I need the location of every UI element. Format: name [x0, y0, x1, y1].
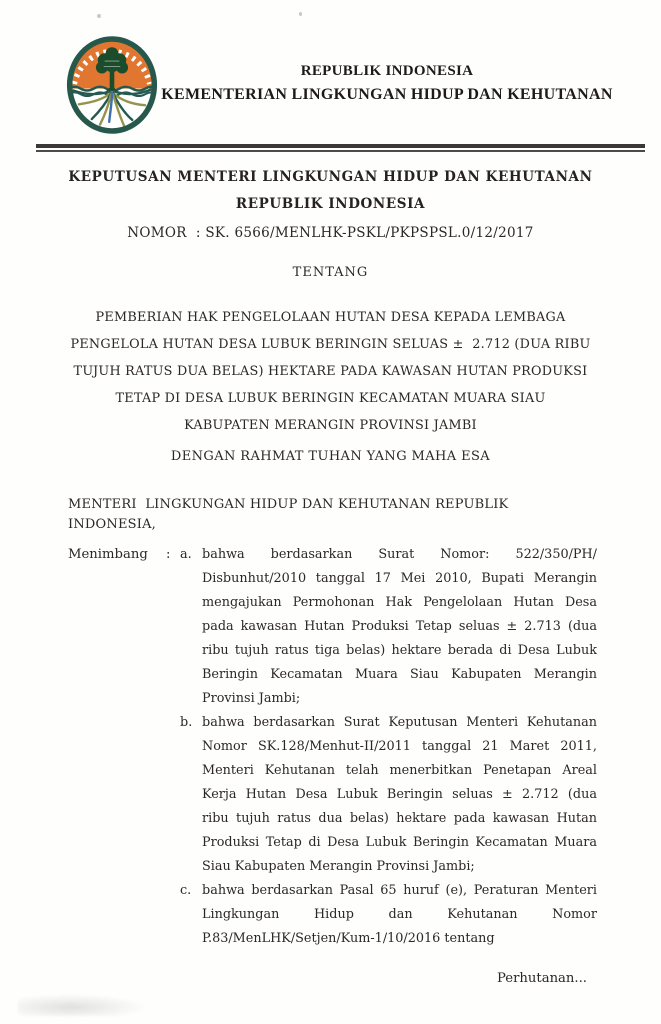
catchword: Perhutanan...	[497, 971, 587, 986]
klhk-ministry-logo	[66, 36, 158, 134]
subject-line: TUJUH RATUS DUA BELAS) HEKTARE PADA KAWASAN HUTAN PRODUKSI	[73, 364, 588, 379]
item-text-line: Disbunhut/2010 tanggal 17 Mei 2010, Bupati Merangin	[202, 571, 597, 586]
authority-line: MENTERI LINGKUNGAN HIDUP DAN KEHUTANAN REPUBLIK INDONESIA,	[68, 497, 513, 532]
item-text-line: Nomor SK.128/Menhut-II/2011 tanggal 21 Maret 2011,	[202, 739, 597, 754]
item-marker: a.	[180, 547, 192, 562]
subject-line: TETAP DI DESA LUBUK BERINGIN KECAMATAN MUARA SIAU	[115, 391, 546, 406]
item-text-line: Provinsi Jambi;	[202, 691, 301, 706]
consideration-item-b	[180, 711, 597, 879]
decree-about-label: TENTANG	[292, 265, 369, 280]
letterhead-country-line: REPUBLIK INDONESIA	[300, 63, 474, 79]
scan-smudge	[18, 994, 148, 1016]
consideration-item-c	[180, 879, 597, 951]
item-text-line: ribu tujuh ratus tiga belas) hektare berada di Desa Lubuk	[202, 643, 597, 658]
decree-subject	[60, 304, 601, 439]
item-text-line: Menteri Kehutanan telah menerbitkan Penetapan Areal	[202, 763, 597, 778]
considerations-colon: :	[166, 547, 171, 562]
letterhead-divider	[36, 144, 645, 152]
item-text-line: Kerja Hutan Desa Lubuk Beringin seluas ± 2.712 (dua	[202, 787, 597, 802]
item-text-line: bahwa berdasarkan Surat Keputusan Menteri Kehutanan	[202, 715, 597, 730]
item-text-line: Lingkungan Hidup dan Kehutanan Nomor	[202, 907, 597, 922]
decree-title-block	[66, 164, 595, 285]
decree-title-line2: REPUBLIK INDONESIA	[235, 196, 426, 212]
scan-speck	[187, 420, 190, 423]
item-text-line: Siau Kabupaten Merangin Provinsi Jambi;	[202, 859, 475, 874]
decree-title-line1: KEPUTUSAN MENTERI LINGKUNGAN HIDUP DAN KEHUTANAN	[68, 169, 593, 185]
divider-thick-rule	[36, 144, 645, 148]
letterhead	[150, 60, 624, 107]
item-text-line: Produksi Tetap di Desa Lubuk Beringin Kecamatan Muara	[202, 835, 597, 850]
considerations-label: Menimbang	[68, 547, 148, 562]
invocation-line: DENGAN RAHMAT TUHAN YANG MAHA ESA	[170, 449, 491, 464]
item-text-line: mengajukan Permohonan Hak Pengelolaan Hutan Desa	[202, 595, 597, 610]
considerations-list	[180, 543, 597, 951]
scan-speck	[299, 12, 302, 16]
subject-line: KABUPATEN MERANGIN PROVINSI JAMBI	[184, 418, 477, 433]
subject-line: PENGELOLA HUTAN DESA LUBUK BERINGIN SELUAS ± 2.712 (DUA RIBU	[70, 337, 591, 352]
consideration-item-a	[180, 543, 597, 711]
item-marker: c.	[180, 883, 192, 898]
item-text-line: Beringin Kecamatan Muara Siau Kabupaten Merangin	[202, 667, 597, 682]
scan-speck	[97, 14, 101, 18]
considerations-section	[68, 543, 597, 951]
item-text-line: bahwa berdasarkan Pasal 65 huruf (e), Peraturan Menteri	[202, 883, 597, 898]
klhk-emblem-icon	[66, 36, 158, 134]
item-marker: b.	[180, 715, 193, 730]
item-text-line: ribu tujuh ratus dua belas) hektare pada kawasan Hutan	[202, 811, 597, 826]
item-text-line: pada kawasan Hutan Produksi Tetap seluas ± 2.713 (dua	[202, 619, 597, 634]
decree-number: NOMOR : SK. 6566/MENLHK-PSKL/PKPSPSL.0/12/2017	[127, 225, 534, 241]
item-text-line: P.83/MenLHK/Setjen/Kum-1/10/2016 tentang	[202, 931, 495, 946]
divider-thin-rule	[36, 150, 645, 152]
subject-line: PEMBERIAN HAK PENGELOLAAN HUTAN DESA KEPADA LEMBAGA	[95, 310, 566, 325]
item-text-line: bahwa berdasarkan Surat Nomor: 522/350/PH/	[202, 547, 597, 562]
letterhead-ministry-line: KEMENTERIAN LINGKUNGAN HIDUP DAN KEHUTANAN	[161, 86, 613, 103]
